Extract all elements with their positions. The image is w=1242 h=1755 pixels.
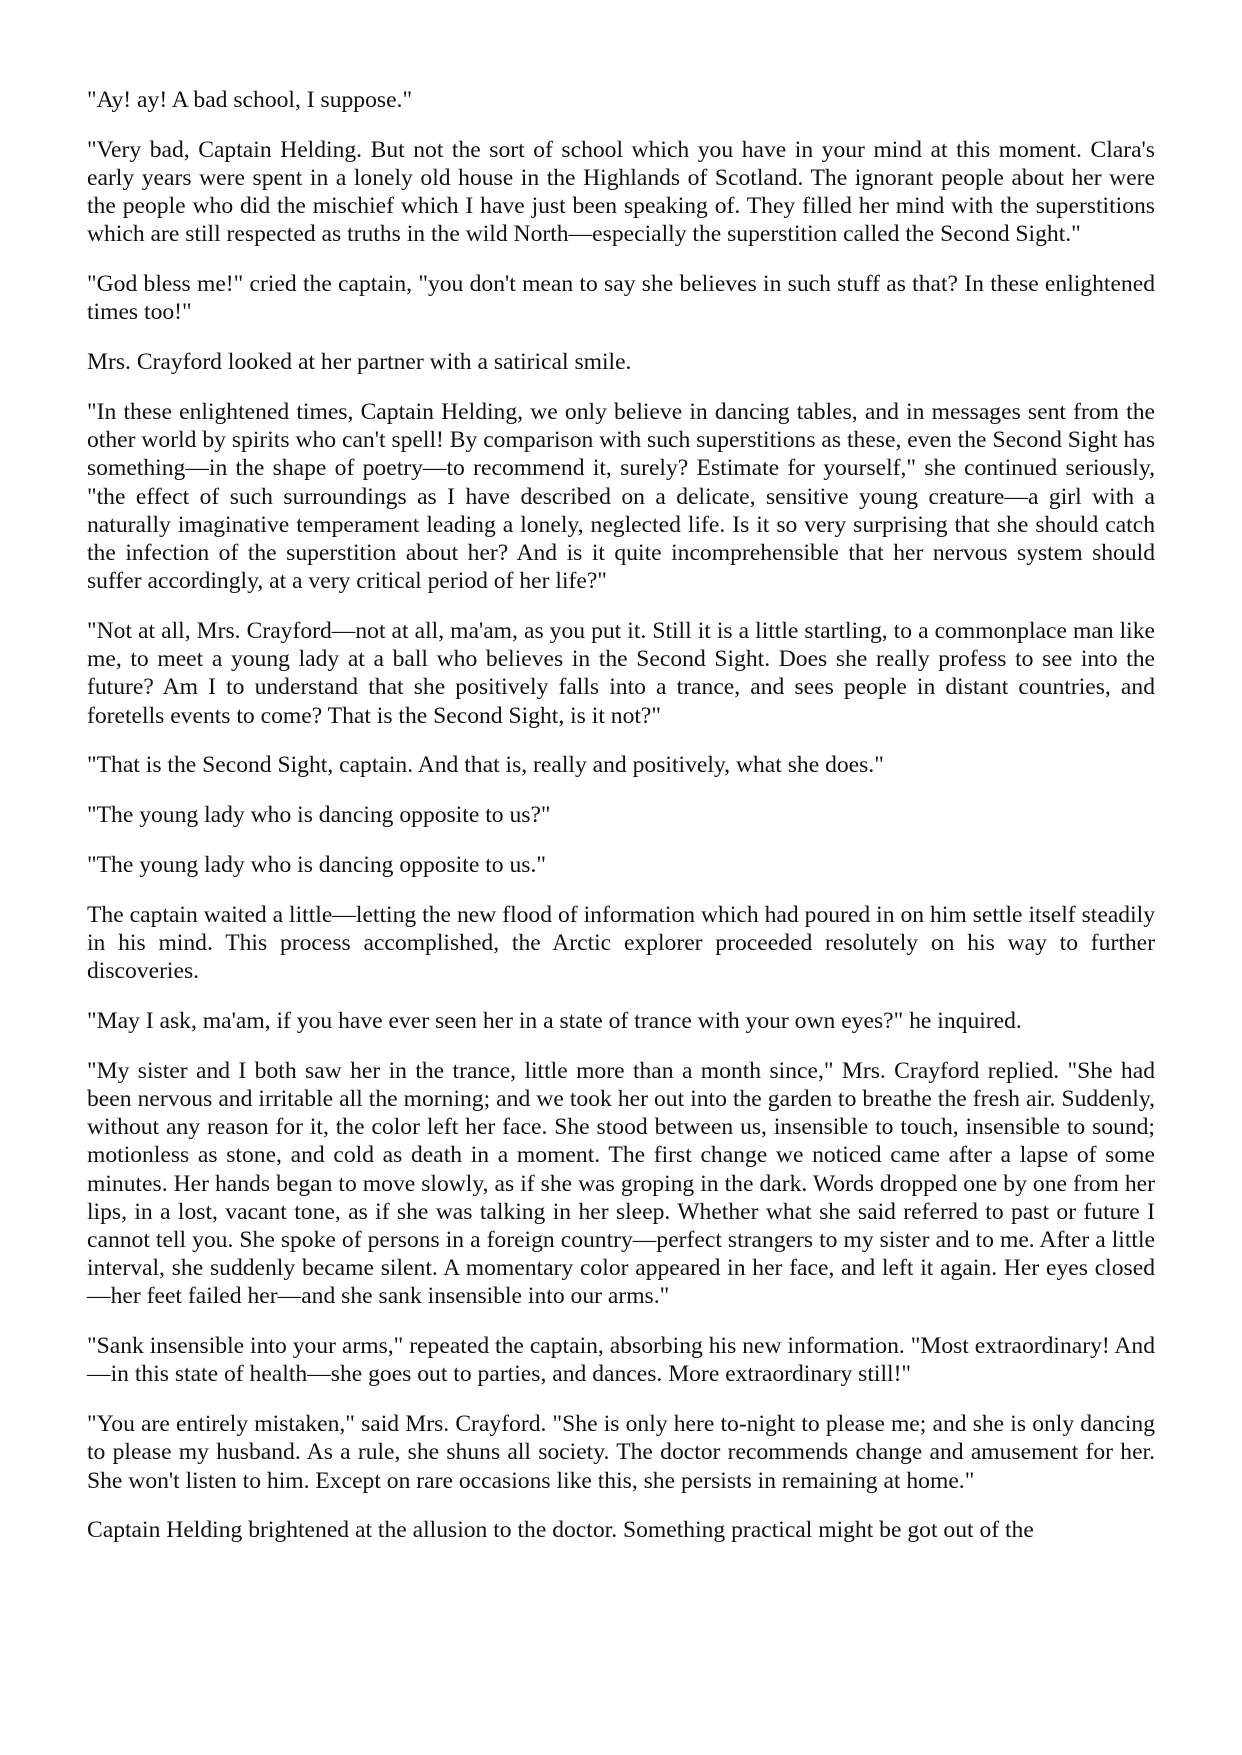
paragraph: Mrs. Crayford looked at her partner with a satirical smile. [87, 349, 632, 376]
paragraph: "Sank insensible into your arms," repeated the captain, absorbing his new information. "Most extraordinary! And—in this state of health—she goes out to parties, and dances. More extraordinary still!" [87, 1333, 1155, 1388]
paragraph: "The young lady who is dancing opposite to us?" [87, 802, 551, 829]
paragraph: The captain waited a little—letting the new flood of information which had poured in on him settle itself steadily in his mind. This process accomplished, the Arctic explorer proceeded resolutely on his way to further discoveries. [87, 901, 1155, 985]
paragraph: "Very bad, Captain Helding. But not the sort of school which you have in your mind at this moment. Clara's early years were spent in a lonely old house in the Highlands of Scotland. The ignorant people about her were the people who did the mischief which I have just been speaking of. They filled her mind with the superstitions which are still respected as truths in the wild North—especially the superstition called the Second Sight." [87, 136, 1155, 248]
document-page [87, 86, 1155, 1545]
paragraph: "You are entirely mistaken," said Mrs. Crayford. "She is only here to-night to please me; and she is only dancing to please my husband. As a rule, she shuns all society. The doctor recommends change and amusement for her. She won't listen to him. Except on rare occasions like this, she persists in remaining at home." [87, 1411, 1155, 1494]
paragraph: "In these enlightened times, Captain Helding, we only believe in dancing tables, and in messages sent from the other world by spirits who can't spell! By comparison with such superstitions as these, even the Second Sight has something—in the shape of poetry—to recommend it, surely? Estimate for yourself," she continued seriously, "the effect of such surroundings as I have described on a delicate, sensitive young creature—a girl with a naturally imaginative temperament leading a lonely, neglected life. Is it so very surprising that she should catch the infection of the superstition about her? And is it quite incomprehensible that her nervous system should suffer accordingly, at a very critical period of her life?" [87, 399, 1155, 595]
paragraph: "Not at all, Mrs. Crayford—not at all, ma'am, as you put it. Still it is a little startling, to a commonplace man like me, to meet a young lady at a ball who believes in the Second Sight. Does she really profess to see into the future? Am I to understand that she positively falls into a trance, and sees people in distant countries, and foretells events to come? That is the Second Sight, is it not?" [87, 618, 1155, 729]
paragraph: "May I ask, ma'am, if you have ever seen her in a state of trance with your own eyes?" he inquired. [87, 1008, 1022, 1035]
paragraph: "That is the Second Sight, captain. And that is, really and positively, what she does." [87, 752, 884, 779]
paragraph: "My sister and I both saw her in the trance, little more than a month since," Mrs. Crayford replied. "She had been nervous and irritable all the morning; and we took her out into the garden to breathe the fresh air. Suddenly, without any reason for it, the color left her face. She stood between us, insensible to touch, insensible to sound; motionless as stone, and cold as death in a moment. The first change we noticed came after a lapse of some minutes. Her hands began to move slowly, as if she was groping in the dark. Words dropped one by one from her lips, in a lost, vacant tone, as if she was talking in her sleep. Whether what she said referred to past or future I cannot tell you. She spoke of persons in a foreign country—perfect strangers to my sister and to me. After a little interval, she suddenly became silent. A momentary color appeared in her face, and left it again. Her eyes closed—her feet failed her—and she sank insensible into our arms." [87, 1057, 1155, 1310]
paragraph: "Ay! ay! A bad school, I suppose." [87, 87, 413, 113]
paragraph: "God bless me!" cried the captain, "you don't mean to say she believes in such stuff as that? In these enlightened times too!" [87, 271, 1155, 326]
paragraph: "The young lady who is dancing opposite to us." [87, 852, 546, 879]
paragraph-continued: Captain Helding brightened at the allusion to the doctor. Something practical might be got out of the [87, 1517, 1034, 1544]
